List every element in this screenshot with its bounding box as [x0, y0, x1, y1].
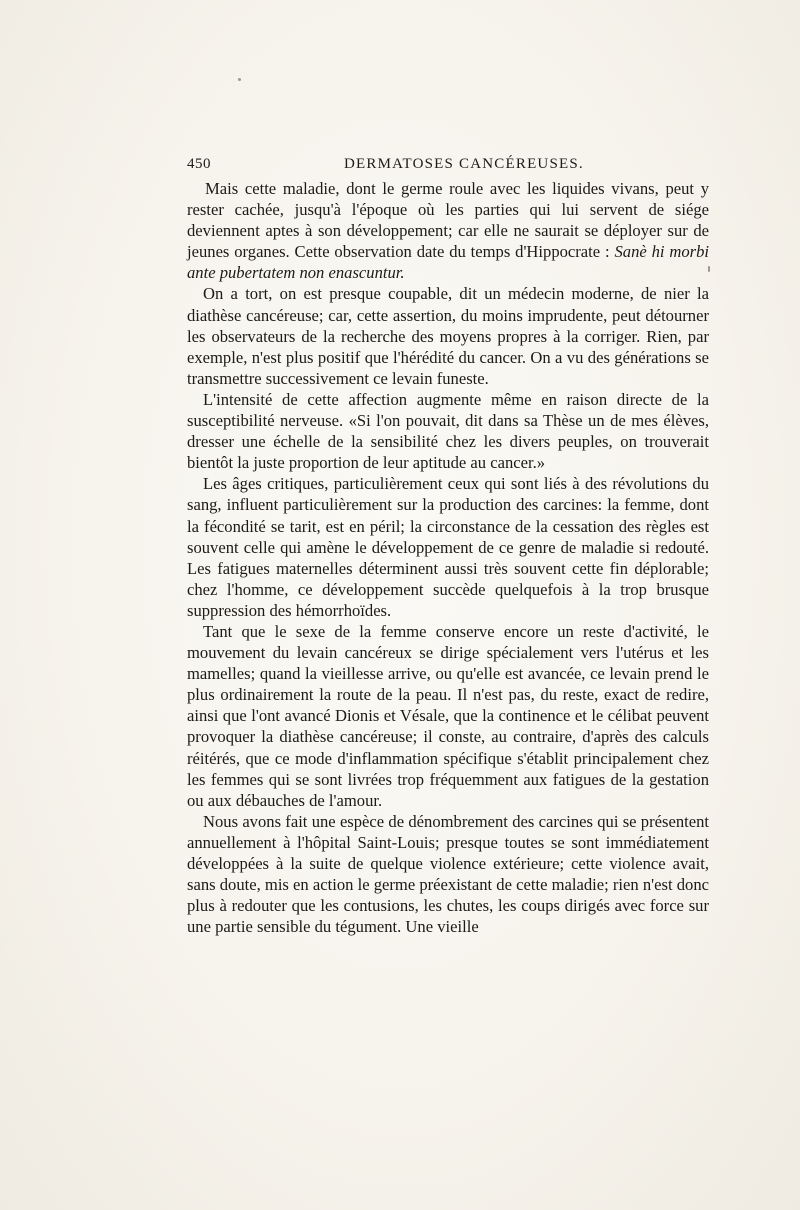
latin-quotation: Sanè hi morbi ante pubertatem non enascuntur. — [187, 242, 709, 283]
page-number: 450 — [187, 156, 211, 172]
paragraph: On a tort, on est presque coupable, dit un médecin moderne, de nier la diathèse cancéreuse; car, cette assertion, du moins imprudente, peut détourner les observateurs de la recherche des moyens propres à la corriger. Rien, par exemple, n'est plus positif que l'hérédité du cancer. On a vu des générations se transmettre successivement ce levain funeste. — [187, 284, 709, 388]
paragraph: Tant que le sexe de la femme conserve encore un reste d'activité, le mouvement du levain cancéreux se dirige spécialement vers l'utérus et les mamelles; quand la vieillesse arrive, ou qu'elle est avancée, ce levain prend le plus ordinairement la route de la peau. Il n'est pas, du reste, exact de redire, ainsi que l'ont avancé Dionis et Vésale, que la continence et le célibat peuvent provoquer la diathèse cancéreuse; il conste, au contraire, d'après des calculs réitérés, que ce mode d'inflammation spécifique s'établit principalement chez les femmes qui se sont livrées trop fréquemment aux fatigues de la gestation ou aux débauches de l'amour. — [187, 621, 709, 810]
paragraph: L'intensité de cette affection augmente même en raison directe de la susceptibilité nerveuse. «Si l'on pouvait, dit dans sa Thèse un de mes élèves, dresser une échelle de la sensibilité chez les divers peuples, on trouverait bientôt la juste proportion de leur aptitude au cancer.» — [187, 389, 709, 473]
paragraph: Les âges critiques, particulièrement ceux qui sont liés à des révolutions du sang, influent particulièrement sur la production des carcines: la femme, dont la fécondité se tarit, est en péril; la circonstance de la cessation des règles est souvent celle qui amène le développement de ce genre de maladie si redouté. Les fatigues maternelles déterminent aussi très souvent cette fin déplorable; chez l'homme, ce développement succède quelquefois à la trop brusque suppression des hémorrhoïdes. — [187, 474, 709, 620]
paragraph: Nous avons fait une espèce de dénombrement des carcines qui se présentent annuellement à l'hôpital Saint-Louis; presque toutes se sont immédiatement développées à la suite de quelque violence extérieure; cette violence avait, sans doute, mis en action le germe préexistant de cette maladie; rien n'est donc plus à redouter que les contusions, les chutes, les coups dirigés avec force sur une partie sensible du tégument. Une vieille — [187, 811, 709, 937]
paper-speck — [238, 78, 241, 81]
page-header — [187, 156, 709, 180]
body-text — [187, 178, 709, 937]
paragraph — [187, 178, 709, 283]
paragraph-text: Mais cette maladie, dont le germe roule avec les liquides vivans, peut y rester cachée, jusqu'à l'époque où les parties qui lui servent de siége deviennent aptes à son développement; car elle ne saurait se déployer sur de jeunes organes. Cette observation date du temps d'Hippocrate : — [187, 179, 709, 262]
running-title: DERMATOSES CANCÉREUSES. — [344, 156, 584, 172]
